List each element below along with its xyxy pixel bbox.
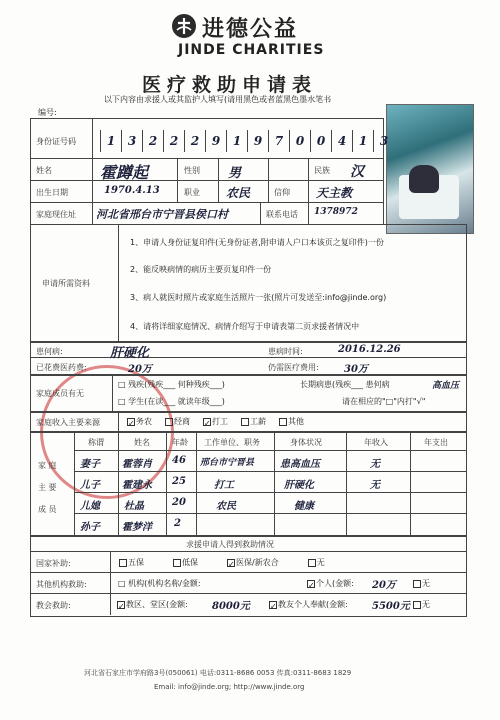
national-option-wubao[interactable]: 五保 [118, 558, 144, 568]
brand-cn: 进德公益 [202, 17, 299, 42]
col-header-relation: 称谓 [88, 438, 104, 447]
checked-box-icon: ✓ [128, 418, 135, 428]
member-cell: 25 [172, 476, 186, 487]
member-cell: 肝硬化 [284, 480, 314, 491]
birth-value: 1970.4.13 [104, 185, 160, 196]
materials-label: 申请所需资料 [42, 279, 90, 288]
onset-label: 患病时间: [268, 347, 303, 356]
id-digit: 9 [247, 130, 268, 152]
job-label: 职业 [184, 188, 200, 197]
id-digit: 0 [310, 130, 331, 152]
id-digit: 3 [121, 130, 142, 152]
material-item: 1、申请人身份证复印件(无身份证者,附申请人户口本该页之复印件)一份 [130, 238, 384, 247]
onset-value: 2016.12.26 [338, 344, 401, 355]
material-item: 4、请将详细家庭情况、病情介绍写于申请表第二页求援者情况中 [130, 322, 360, 331]
checkbox-icon [413, 580, 421, 588]
member-cell: 霍蓉肖 [122, 459, 152, 470]
checked-box-icon: ✓ [118, 601, 125, 611]
footer-contact: Email: info@jinde.org; http://www.jinde.org [154, 683, 305, 691]
member-cell: 健康 [294, 501, 314, 512]
national-option-none[interactable]: 无 [307, 558, 325, 568]
illness-value: 肝硬化 [110, 346, 150, 361]
member-cell: 无 [370, 480, 380, 491]
member-cell: 农民 [216, 501, 236, 512]
national-aid-options [118, 558, 325, 568]
id-number-boxes [100, 130, 394, 152]
id-digit: 0 [289, 130, 310, 152]
id-digit: 1 [100, 130, 121, 152]
chronic-illness-option: 长期病患(残疾___ 患何病 [300, 380, 390, 389]
checkbox-icon [165, 418, 173, 426]
other-aid-none[interactable]: 无 [412, 579, 430, 589]
spent-label: 已花费医药费: [36, 363, 87, 372]
id-number-label: 身份证号码 [36, 137, 76, 146]
national-option-medical[interactable]: ✓医保/新农合 [228, 558, 279, 569]
income-option-salary[interactable]: 工薪 [240, 417, 266, 427]
id-digit: 9 [205, 130, 226, 152]
job-value: 农民 [226, 186, 251, 200]
church-aid-parish-value: 8000元 [212, 601, 250, 612]
family-condition-label: 家庭成员有无 [36, 389, 84, 398]
member-cell: 孙子 [80, 522, 100, 533]
material-item: 2、能反映病情的病历主要页复印件一份 [130, 265, 272, 274]
other-aid-personal-value: 20万 [372, 580, 396, 591]
address-value: 河北省邢台市宁晋县侯口村 [96, 208, 228, 221]
jinde-logo-icon [172, 14, 196, 38]
church-aid-friends[interactable]: ✓教友个人奉献(金额: [270, 600, 348, 611]
members-label-line: 家 庭 [38, 461, 57, 470]
income-options [126, 417, 304, 427]
other-aid-label: 其他机构救助: [36, 580, 87, 589]
id-digit: 3 [373, 130, 394, 152]
name-value: 霍蹲起 [100, 163, 149, 182]
member-cell: 儿媳 [80, 501, 100, 512]
col-header-expense: 年支出 [424, 438, 448, 447]
checkbox-instruction: 请在相应的"□"内打"√" [342, 397, 426, 406]
member-cell: 邢台市宁晋县 [200, 458, 255, 468]
member-cell: 儿子 [80, 480, 100, 491]
patient-figure-shape [409, 165, 439, 193]
member-cell: 46 [172, 455, 186, 466]
disability-option: □ 残疾(残疾___ 何种残疾___) [118, 380, 225, 389]
checkbox-icon [413, 601, 421, 609]
gender-value: 男 [228, 166, 242, 181]
income-source-label: 家庭收入主要来源 [36, 418, 100, 427]
checked-box-icon: ✓ [270, 601, 277, 611]
member-cell: 霍建永 [122, 480, 152, 491]
income-option-business[interactable]: 经商 [164, 417, 190, 427]
church-aid-none[interactable]: 无 [412, 600, 430, 610]
checkbox-icon [119, 559, 127, 567]
form-subtitle: 以下内容由求援人或其监护人填写(请用黑色或者蓝黑色墨水笔书 [104, 95, 332, 104]
col-header-income: 年收入 [364, 438, 388, 447]
members-label-line: 成 员 [38, 505, 57, 514]
address-label: 家庭现住址 [36, 210, 76, 219]
church-aid-label: 教会救助: [36, 601, 71, 610]
member-cell: 无 [370, 459, 380, 470]
member-cell: 打工 [214, 480, 234, 491]
need-value: 30万 [344, 364, 368, 375]
checked-box-icon: ✓ [204, 418, 211, 428]
members-label-line: 主 要 [38, 483, 57, 492]
member-cell: 杜晶 [124, 501, 144, 512]
col-header-employer: 工作单位、职务 [204, 438, 260, 447]
page-title: 医疗救助申请表 [142, 74, 318, 96]
brand-en: JINDE CHARITIES [178, 42, 325, 58]
checkbox-icon [173, 559, 181, 567]
other-aid-org: □ 机构(机构名称/金额: [118, 579, 201, 588]
need-label: 仍需医疗费用: [268, 363, 319, 372]
form-number-label: 编号: [38, 108, 57, 117]
id-digit: 2 [163, 130, 184, 152]
checked-box-icon: ✓ [228, 559, 235, 569]
id-digit: 1 [226, 130, 247, 152]
checked-box-icon: ✓ [308, 580, 315, 590]
national-option-dibao[interactable]: 低保 [172, 558, 198, 568]
material-item: 3、病人就医时照片或家庭生活照片一张(照片可发送至:info@jinde.org) [130, 293, 387, 302]
checkbox-icon [279, 418, 287, 426]
member-cell: 20 [172, 497, 186, 508]
footer-address: 河北省石家庄市学府路3号(050061) 电话:0311-8686 0053 传真:0311-8683 1829 [84, 669, 352, 677]
ethnicity-label: 民族 [314, 166, 330, 175]
ethnicity-value: 汉 [350, 164, 364, 180]
other-aid-personal[interactable]: ✓个人(金额: [308, 579, 354, 590]
id-digit: 4 [331, 130, 352, 152]
income-option-farming[interactable]: ✓务农 [128, 417, 152, 428]
checkbox-icon [308, 559, 316, 567]
gender-label: 性别 [184, 166, 200, 175]
faith-value: 天主教 [316, 186, 353, 200]
patient-photo [386, 104, 474, 234]
income-option-other[interactable]: 其他 [278, 417, 304, 427]
member-cell: 霍梦洋 [122, 522, 152, 533]
member-cell: 2 [174, 518, 181, 529]
checkbox-icon [241, 418, 249, 426]
national-aid-label: 国家补助: [36, 559, 71, 568]
id-digit: 1 [352, 130, 373, 152]
phone-value: 1378972 [314, 207, 358, 217]
church-aid-parish[interactable]: ✓教区、堂区(金额: [118, 600, 188, 611]
col-header-age: 年龄 [172, 438, 188, 447]
church-aid-friends-value: 5500元 [372, 601, 410, 612]
id-digit: 2 [184, 130, 205, 152]
faith-label: 信仰 [274, 188, 290, 197]
illness-label: 患何病: [36, 347, 63, 356]
id-digit: 7 [268, 130, 289, 152]
name-label: 姓名 [36, 166, 52, 175]
birth-label: 出生日期 [36, 188, 68, 197]
spent-value: 20万 [128, 364, 152, 375]
aid-heading: 求援申请人得到救助情况 [186, 540, 274, 549]
phone-label: 联系电话 [266, 210, 298, 219]
col-header-name: 姓名 [134, 438, 150, 447]
student-option: □ 学生(在读___ 就读年级___) [118, 397, 225, 406]
chronic-illness-value: 高血压 [432, 381, 460, 391]
id-digit: 2 [142, 130, 163, 152]
member-cell: 患高血压 [280, 459, 320, 470]
family-condition-section [30, 374, 467, 413]
income-option-work[interactable]: ✓打工 [204, 417, 228, 428]
col-header-health: 身体状况 [290, 438, 322, 447]
member-cell: 妻子 [80, 459, 100, 470]
disease-section [30, 341, 467, 376]
